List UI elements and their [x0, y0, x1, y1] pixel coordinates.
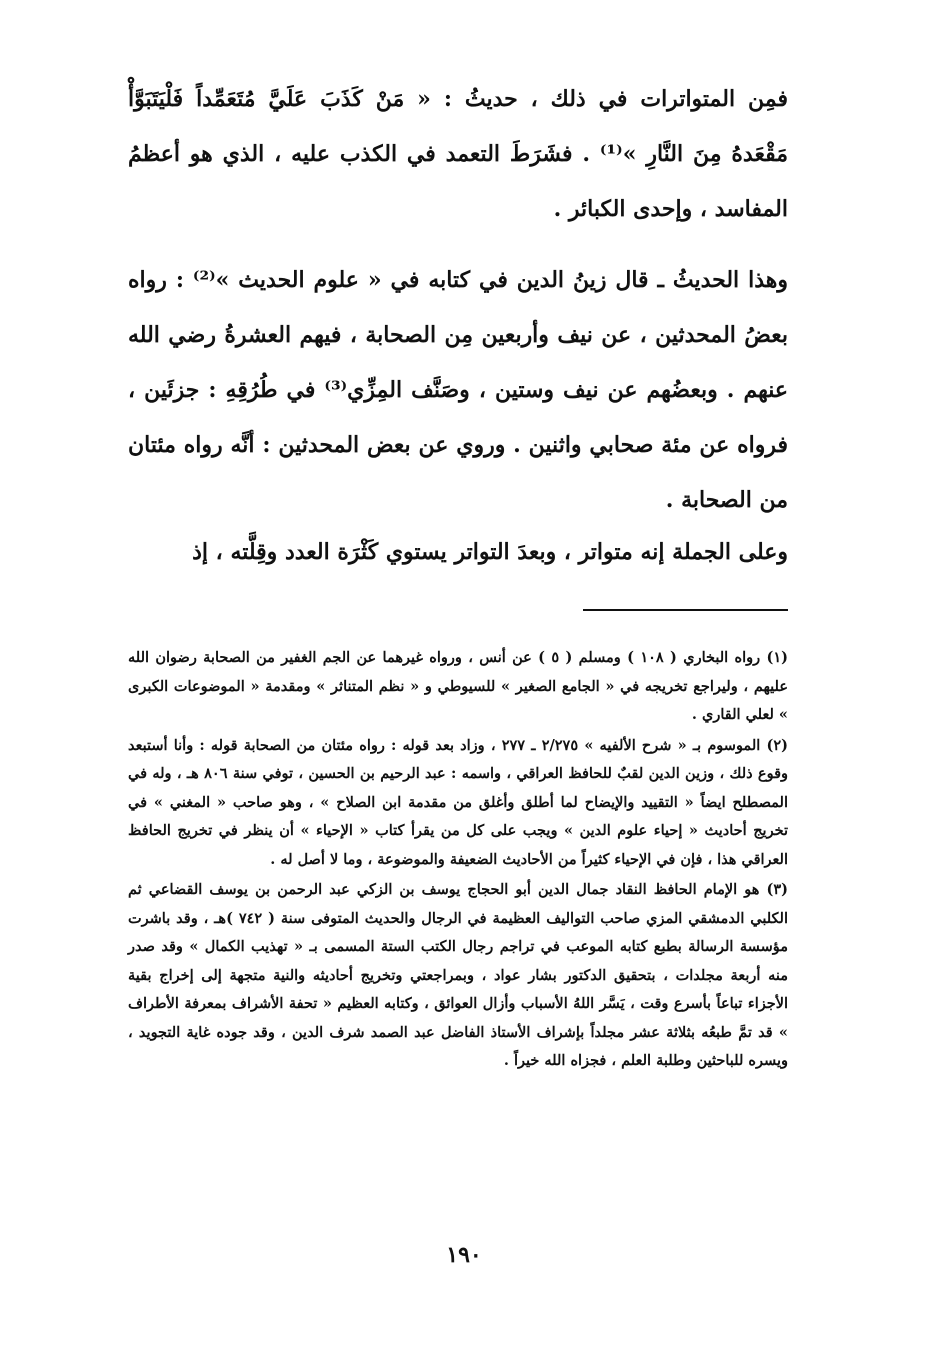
footnote-1: (١) رواه البخاري ( ١٠٨ ) ومسلم ( ٥ ) عن أنس ، ورواه غيرهما عن الجم الغفير من الصحابة رضوان الله عليهم ، وليراجع تخريجه في « الجامع الصغير » للسيوطي و « نظم المتناثر » ومقدمة « الموضوعات الكبرى » لعلي القاري . [128, 649, 788, 723]
footnote-3: (٣) هو الإمام الحافظ النقاد جمال الدين أبو الحجاج يوسف بن الزكي عبد الرحمن بن يوسف القضاعي ثم الكلبي الدمشقي المزي صاحب التواليف العظيمة في الرجال والحديث المتوفى سنة ( ٧٤٢ )هـ ، وقد باشرت مؤسسة الرسالة بطبع كتابه الموعب في تراجم رجال الكتب الستة المسمى بـ « تهذيب الكمال » وقد صدر منه أربعة مجلدات ، بتحقيق الدكتور بشار عواد ، وبمراجعتي وتخريج أحاديثه والنية متجهة إلى إخراج بقية الأجزاء تباعاً بأسرع وقت ، يَسَّر اللهُ الأسباب وأزال العوائق ، وكتابه العظيم « تحفة الأشراف بمعرفة الأطراف » قد تمَّ طبعُه بثلاثة عشر مجلداً بإشراف الأستاذ الفاضل عبد الصمد شرف الدين ، وقد جوده غاية التجويد ، ويسره للباحثين وطلبة العلم ، فجزاه الله خيراً . [128, 881, 788, 1069]
body-paragraph-3 [128, 525, 788, 580]
body-paragraph-2 [128, 253, 788, 528]
footnote-2: (٢) الموسوم بـ « شرح الألفيه » ٢/٢٧٥ ـ ٢٧٧ ، وزاد بعد قوله : رواه مئتان من الصحابة قوله : وأنا أستبعد وقوع ذلك ، وزين الدين لقبٌ للحافظ العراقي ، واسمه : عبد الرحيم بن الحسين ، توفي سنة ٨٠٦ هـ ، وله في المصطلح ايضاً « التقييد والإيضاح لما أطلق وأغلق من مقدمة ابن الصلاح » ، وهو صاحب « المغني » في تخريج أحاديث « إحياء علوم الدين » ويجب على كل من يقرأ كتاب « الإحياء » أن ينظر في تخريج الحافظ العراقي هذا ، فإن في الإحياء كثيراً من الأحاديث الضعيفة والموضوعة ، وما لا أصل له . [128, 736, 788, 868]
paragraph-text: وعلى الجملة إنه متواتر ، وبعدَ التواتر يستوي كَثْرَة العدد وقِلَّته ، إذ [192, 539, 788, 565]
paragraph-text: وهذا الحديثُ ـ قال زينُ الدين في كتابه في « علوم الحديث »⁽²⁾ : رواه بعضُ المحدثين ، عن نيف وأربعين مِن الصحابة ، فيهم العشرةُ رضي الله عنهم . وبعضُهم عن نيف وستين ، وصَنَّف المِزِّي⁽³⁾ في طُرُقِهِ : جزئَين ، فرواه عن مئة صحابي واثنين . وروي عن بعض المحدثين : أنَّه رواه مئتان من الصحابة . [128, 267, 788, 513]
page-number: ١٩٠ [446, 1242, 482, 1268]
footnotes [128, 644, 788, 1078]
body-paragraph-1 [128, 72, 788, 237]
paragraph-text: فمِن المتواترات في ذلك ، حديثُ : « مَنْ كَذَبَ عَلَيَّ مُتَعَمِّداً فَلْيَتَبَوَّأْ مَقْعَدهُ مِنَ النَّارِ »⁽¹⁾ . فشَرَطَ التعمد في الكذب عليه ، الذي هو أعظمُ المفاسد ، وإحدى الكبائر . [128, 86, 789, 222]
footnote-separator [583, 609, 788, 611]
